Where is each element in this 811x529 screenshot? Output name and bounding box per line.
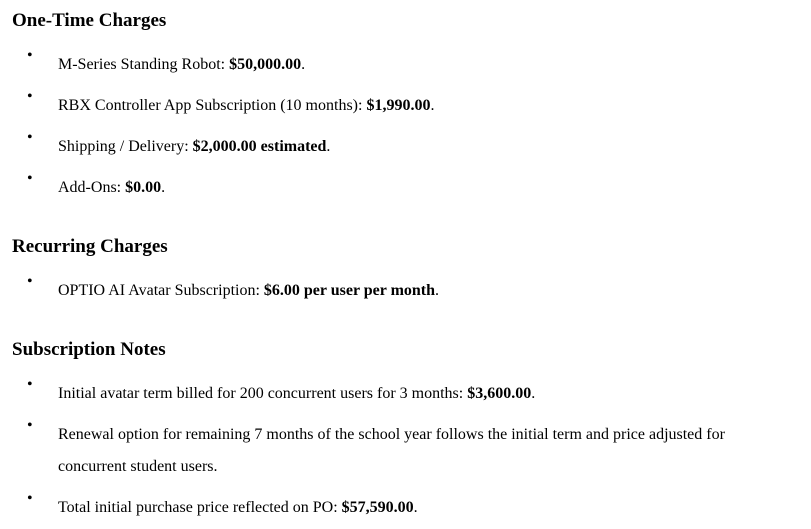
section-heading-recurring-charges: Recurring Charges (12, 236, 168, 257)
item-suffix: . (413, 499, 418, 516)
item-label: RBX Controller App Subscription (10 months): (58, 97, 367, 114)
item-value: $1,990.00 (366, 97, 431, 114)
bullet-icon: • (27, 417, 33, 434)
bullet-icon: • (27, 376, 33, 393)
list-item (27, 417, 793, 483)
item-suffix: . (301, 56, 306, 73)
list-item (27, 376, 793, 410)
list-item (27, 88, 793, 122)
item-suffix: . (326, 138, 331, 155)
bullet-icon: • (27, 47, 33, 64)
item-suffix: . (435, 282, 440, 299)
bullet-icon: • (27, 88, 33, 105)
item-value: $0.00 (125, 179, 162, 196)
list-item (27, 129, 793, 163)
bullet-icon: • (27, 490, 33, 507)
item-label: OPTIO AI Avatar Subscription: (58, 282, 264, 299)
item-value: $57,590.00 (341, 499, 414, 516)
item-label: M-Series Standing Robot: (58, 56, 230, 73)
item-suffix: . (161, 179, 166, 196)
item-text: Renewal option for remaining 7 months of the school year follows the initial term and price adjusted for concurrent student users. (58, 426, 725, 475)
section-heading-subscription-notes: Subscription Notes (12, 339, 166, 360)
item-value: $3,600.00 (467, 385, 532, 402)
list-item (27, 170, 793, 204)
item-label: Total initial purchase price reflected on PO: (58, 499, 342, 516)
list-item (27, 273, 793, 307)
item-value: $2,000.00 estimated (192, 138, 327, 155)
item-suffix: . (531, 385, 536, 402)
bullet-icon: • (27, 129, 33, 146)
section-heading-one-time-charges: One-Time Charges (12, 10, 167, 31)
item-label: Add-Ons: (58, 179, 126, 196)
item-value: $50,000.00 (229, 56, 302, 73)
list-item (27, 47, 793, 81)
item-label: Shipping / Delivery: (58, 138, 193, 155)
item-label: Initial avatar term billed for 200 concurrent users for 3 months: (58, 385, 468, 402)
item-value: $6.00 per user per month (263, 282, 436, 299)
list-item (27, 490, 793, 524)
bullet-icon: • (27, 273, 33, 290)
bullet-icon: • (27, 170, 33, 187)
item-suffix: . (430, 97, 435, 114)
